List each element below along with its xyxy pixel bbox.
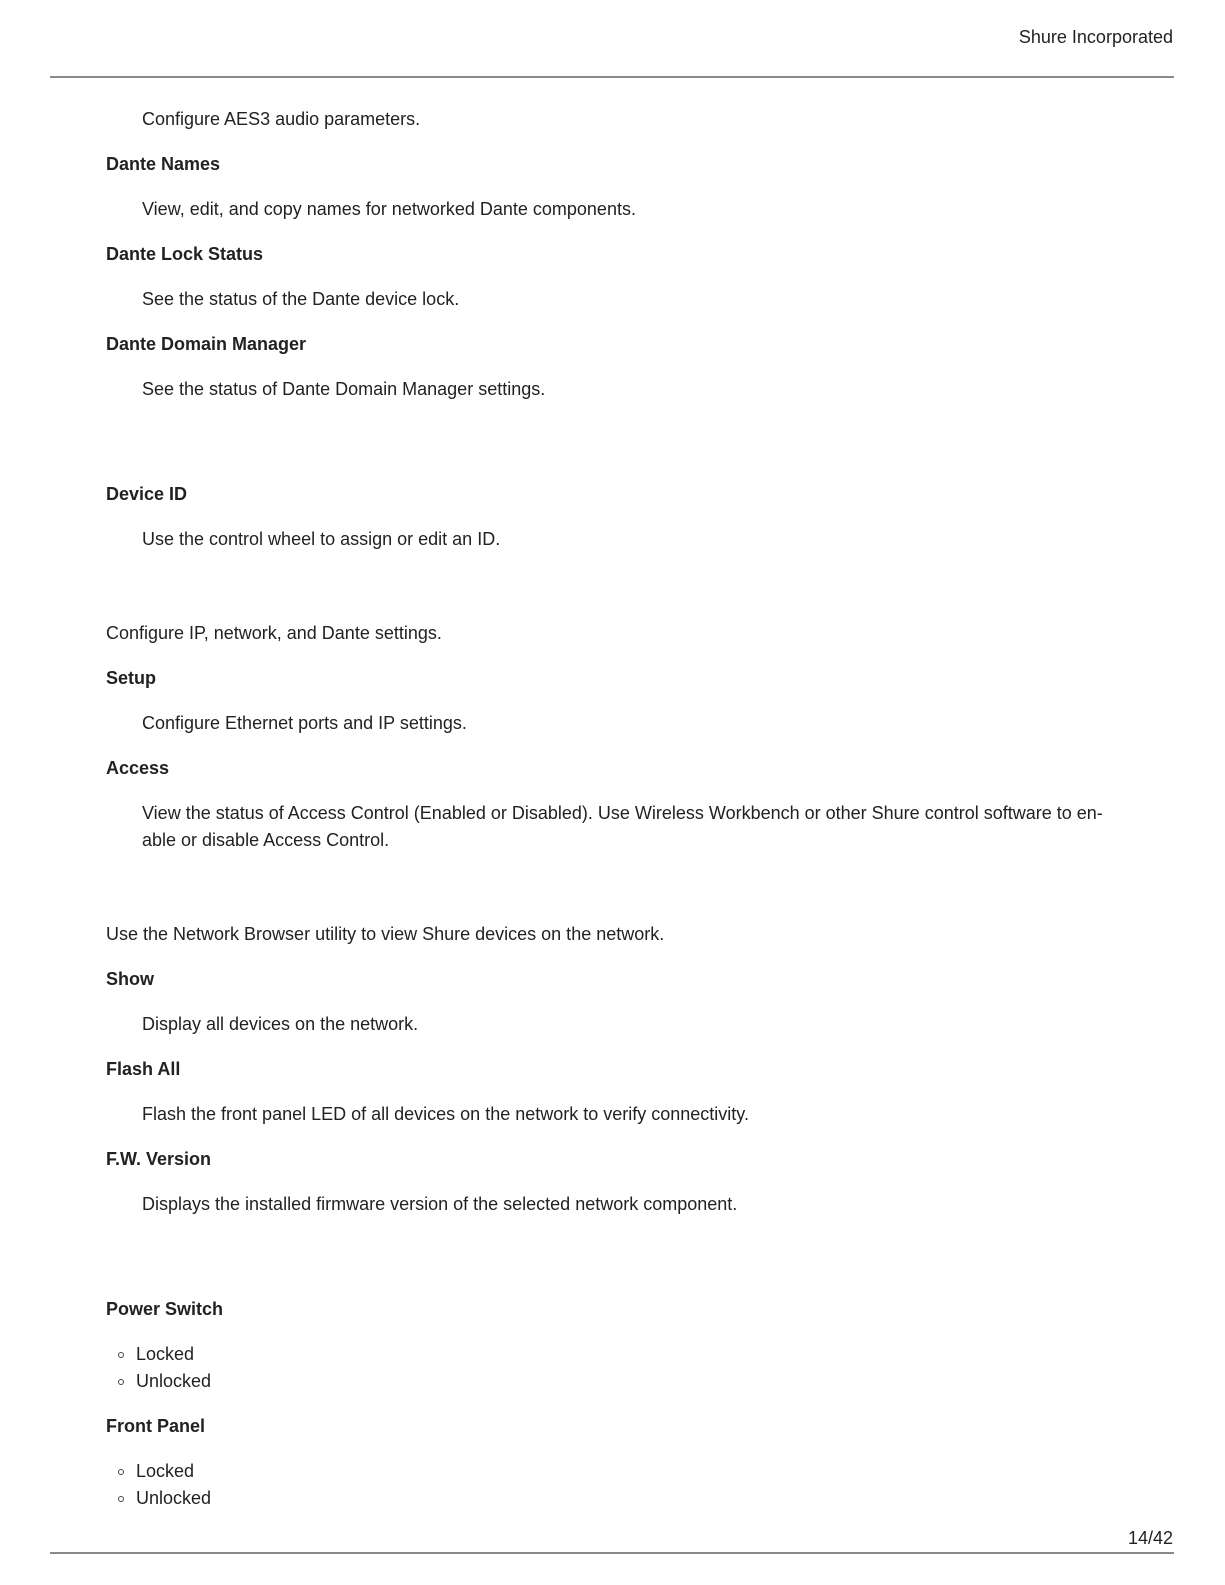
show-description: Display all devices on the network. xyxy=(142,1014,419,1034)
device-id-description: Use the control wheel to assign or edit an ID. xyxy=(142,529,501,549)
dante-lock-status-term: Dante Lock Status xyxy=(106,244,264,264)
power-switch-term: Power Switch xyxy=(106,1299,224,1319)
access-description: View the status of Access Control (Enabled or Disabled). Use Wireless Workbench or other Shure control software to enable or disable Access Control. xyxy=(142,803,1103,850)
access-term: Access xyxy=(106,758,170,778)
fw-version-term: F.W. Version xyxy=(106,1149,212,1169)
header-company-name: Shure Incorporated xyxy=(1018,27,1173,47)
header-divider xyxy=(50,76,1174,78)
network-intro: Configure IP, network, and Dante settings. xyxy=(106,623,442,643)
setup-term: Setup xyxy=(106,668,157,688)
front-panel-option-unlocked: Unlocked xyxy=(136,1485,211,1512)
power-switch-option-unlocked: Unlocked xyxy=(136,1368,211,1395)
flash-all-description: Flash the front panel LED of all devices on the network to verify connectivity. xyxy=(142,1104,749,1124)
footer-divider xyxy=(50,1552,1174,1554)
page-number: 14/42 xyxy=(1127,1528,1173,1548)
network-browser-intro: Use the Network Browser utility to view Shure devices on the network. xyxy=(106,924,665,944)
setup-description: Configure Ethernet ports and IP settings. xyxy=(142,713,467,733)
dante-domain-manager-description: See the status of Dante Domain Manager settings. xyxy=(142,379,546,399)
aes3-description: Configure AES3 audio parameters. xyxy=(142,109,421,129)
dante-names-description: View, edit, and copy names for networked Dante components. xyxy=(142,199,636,219)
show-term: Show xyxy=(106,969,154,989)
front-panel-option-locked: Locked xyxy=(136,1458,194,1485)
fw-version-description: Displays the installed firmware version of the selected network component. xyxy=(142,1194,738,1214)
device-id-term: Device ID xyxy=(106,484,188,504)
dante-names-term: Dante Names xyxy=(106,154,221,174)
front-panel-term: Front Panel xyxy=(106,1416,206,1436)
dante-domain-manager-term: Dante Domain Manager xyxy=(106,334,307,354)
power-switch-option-locked: Locked xyxy=(136,1341,194,1368)
flash-all-term: Flash All xyxy=(106,1059,181,1079)
dante-lock-status-description: See the status of the Dante device lock. xyxy=(142,289,460,309)
